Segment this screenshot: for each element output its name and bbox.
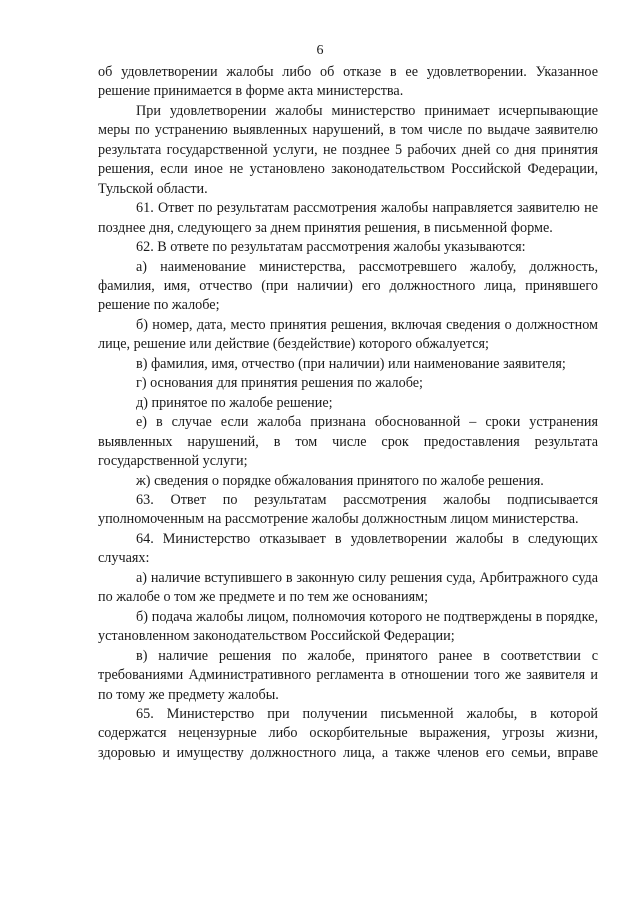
paragraph: д) принятое по жалобе решение; [136, 394, 333, 411]
document-body [98, 63, 598, 763]
paragraph: 65. Министерство при получении письменной жалобы, в которой содержатся нецензурные либо оскорбительные выражения, угрозы жизни, здоровью и имуществу должностного лица, а также членов его семьи, вправе [98, 705, 598, 761]
paragraph: в) наличие решения по жалобе, принятого ранее в соответствии с требованиями Административного регламента в отношении того же заявителя и по тому же предмету жалобы. [98, 647, 598, 703]
paragraph: При удовлетворении жалобы министерство принимает исчерпывающие меры по устранению выявленных нарушений, в том числе по выдаче заявителю результата государственной услуги, не позднее 5 рабочих дней со дня принятия решения, если иное не установлено законодательством Российской Федерации, Тульской области. [98, 102, 598, 197]
page-number: 6 [316, 43, 324, 58]
paragraph: 63. Ответ по результатам рассмотрения жалобы подписывается уполномоченным на рассмотрение жалобы должностным лицом министерства. [98, 491, 598, 528]
paragraph: б) номер, дата, место принятия решения, включая сведения о должностном лице, решение или действие (бездействие) которого обжалуется; [98, 316, 598, 353]
paragraph: об удовлетворении жалобы либо об отказе в ее удовлетворении. Указанное решение принимается в форме акта министерства. [98, 64, 598, 100]
paragraph: 64. Министерство отказывает в удовлетворении жалобы в следующих случаях: [98, 530, 598, 567]
paragraph: е) в случае если жалоба признана обоснованной – сроки устранения выявленных нарушений, в том числе срок предоставления результата государственной услуги; [98, 414, 598, 470]
paragraph: г) основания для принятия решения по жалобе; [136, 375, 423, 392]
paragraph: а) наименование министерства, рассмотревшего жалобу, должность, фамилия, имя, отчество (при наличии) его должностного лица, принявшего решение по жалобе; [98, 258, 598, 314]
paragraph: 62. В ответе по результатам рассмотрения жалобы указываются: [136, 239, 526, 256]
paragraph: 61. Ответ по результатам рассмотрения жалобы направляется заявителю не позднее дня, следующего за днем принятия решения, в письменной форме. [98, 200, 598, 236]
paragraph: в) фамилия, имя, отчество (при наличии) или наименование заявителя; [136, 355, 566, 372]
paragraph: б) подача жалобы лицом, полномочия которого не подтверждены в порядке, установленном законодательством Российской Федерации; [98, 608, 598, 645]
paragraph: ж) сведения о порядке обжалования принятого по жалобе решения. [136, 472, 544, 489]
paragraph: а) наличие вступившего в законную силу решения суда, Арбитражного суда по жалобе о том же предмете и по тем же основаниям; [98, 569, 598, 606]
